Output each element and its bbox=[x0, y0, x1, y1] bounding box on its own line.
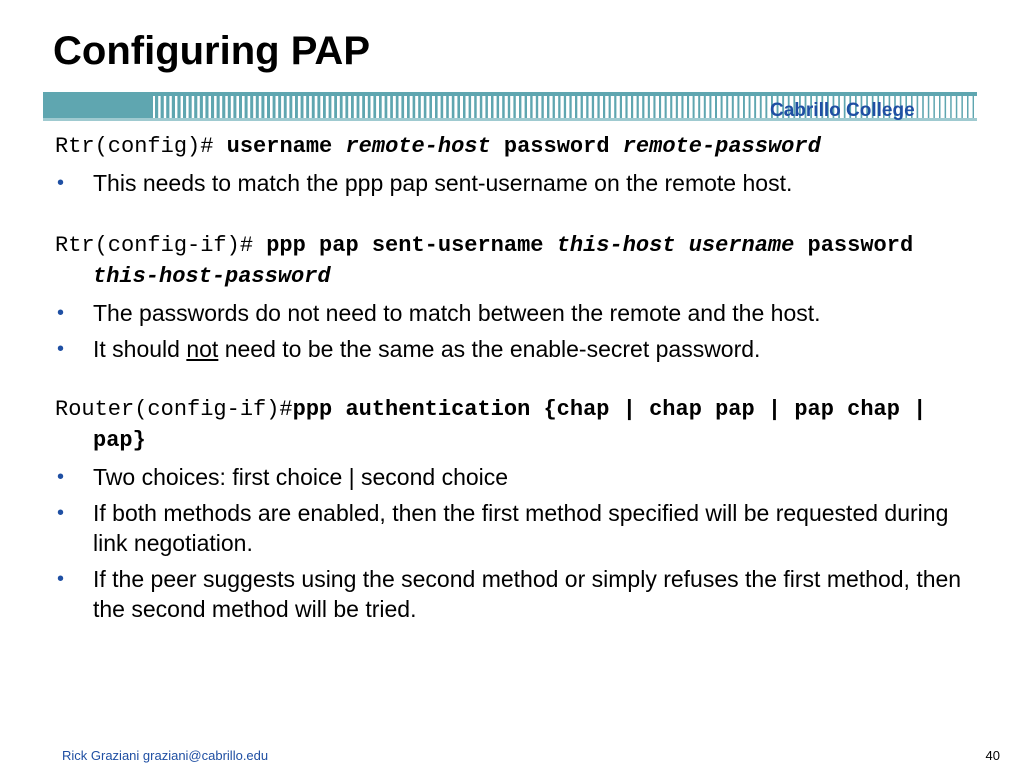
command-line-1 bbox=[55, 131, 970, 162]
command-keyword: ppp authentication {chap | chap pap | pap chap | pap} bbox=[93, 397, 927, 453]
slide-title: Configuring PAP bbox=[53, 29, 370, 73]
bullet-text: It should bbox=[93, 336, 187, 362]
prompt: Router(config-if)# bbox=[55, 397, 293, 422]
bullet-text: need to be the same as the enable-secret password. bbox=[218, 336, 761, 362]
page-number: 40 bbox=[985, 748, 1000, 763]
bullet-item bbox=[55, 168, 970, 198]
command-keyword: password bbox=[794, 233, 914, 258]
command-arg: this-host username bbox=[556, 233, 795, 258]
command-keyword: ppp pap sent-username bbox=[266, 233, 557, 258]
command-arg: remote-password bbox=[622, 134, 821, 159]
command-line-3 bbox=[55, 394, 970, 456]
bullet-icon: • bbox=[57, 568, 65, 590]
bullet-icon: • bbox=[57, 302, 65, 324]
bullet-icon: • bbox=[57, 466, 65, 488]
bullet-item bbox=[55, 498, 970, 558]
footer-author: Rick Graziani graziani@cabrillo.edu bbox=[62, 748, 269, 763]
command-keyword: username bbox=[226, 134, 346, 159]
command-keyword: password bbox=[490, 134, 623, 159]
bullet-item bbox=[55, 564, 970, 624]
bullet-text: If the peer suggests using the second method or simply refuses the first method, then the second method will be tried. bbox=[93, 566, 962, 622]
bullet-item bbox=[55, 462, 970, 492]
command-line-2 bbox=[55, 230, 970, 292]
command-arg: this-host-password bbox=[93, 264, 331, 289]
command-arg: remote-host bbox=[345, 134, 491, 159]
college-logo-text: Cabrillo College bbox=[770, 100, 915, 121]
prompt: Rtr(config-if)# bbox=[55, 233, 267, 258]
bullet-icon: • bbox=[57, 172, 65, 194]
bullet-text: This needs to match the ppp pap sent-username on the remote host. bbox=[93, 170, 793, 196]
bullet-item bbox=[55, 334, 970, 364]
bullet-item bbox=[55, 298, 970, 328]
slide-body bbox=[55, 131, 970, 624]
emphasis-text: not bbox=[186, 336, 219, 362]
bullet-text: If both methods are enabled, then the first method specified will be requested during link negotiation. bbox=[93, 500, 949, 556]
bullet-icon: • bbox=[57, 338, 65, 360]
bullet-text: The passwords do not need to match between the remote and the host. bbox=[93, 300, 821, 326]
bullet-icon: • bbox=[57, 502, 65, 524]
prompt: Rtr(config)# bbox=[55, 134, 227, 159]
bullet-text: Two choices: first choice | second choice bbox=[93, 464, 509, 490]
